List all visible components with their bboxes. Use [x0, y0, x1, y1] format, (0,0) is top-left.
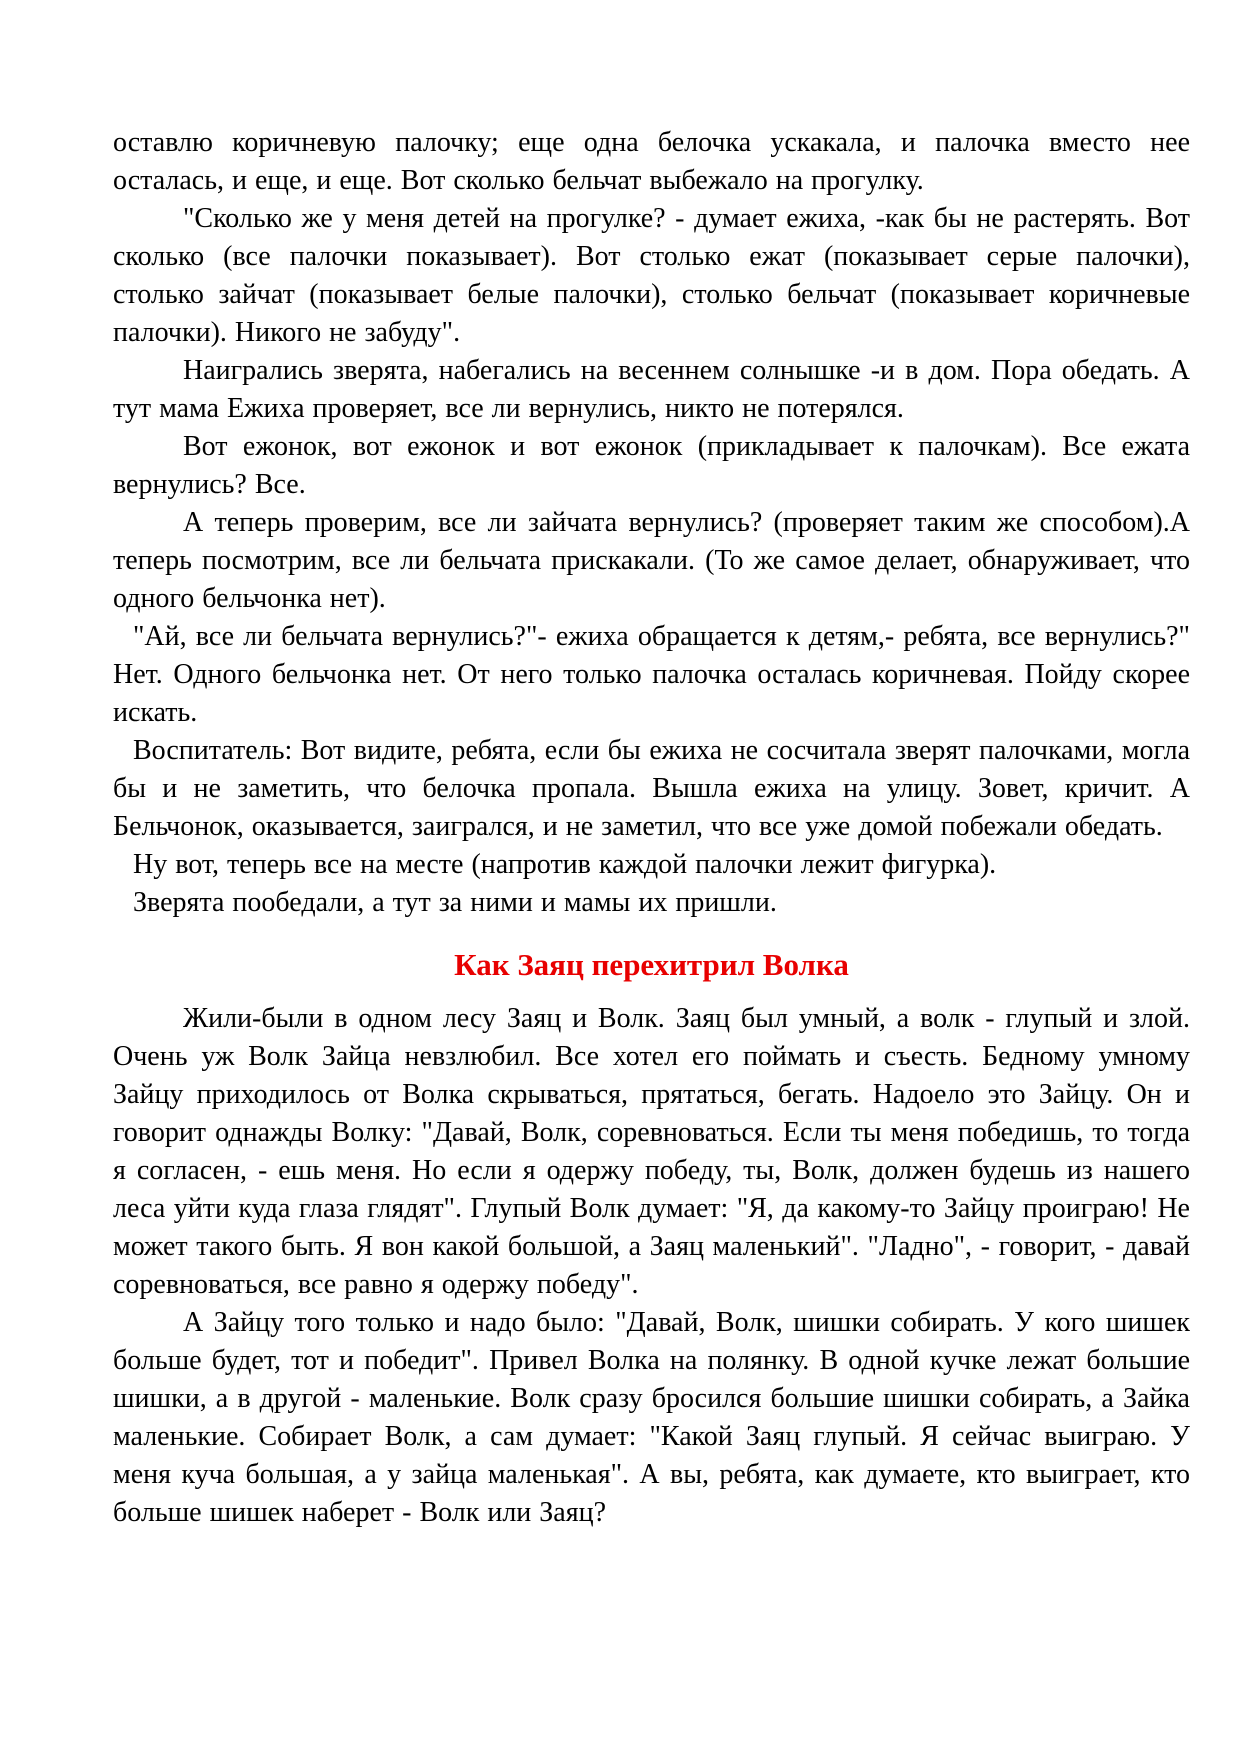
paragraph: "Ай, все ли бельчата вернулись?"- ежиха обращается к детям,- ребята, все вернулись?" Нет. Одного бельчонка нет. От него только палочка осталась коричневая. Пойду скорее искать. — [113, 621, 1190, 728]
paragraph: Зверята пообедали, а тут за ними и мамы их пришли. — [133, 887, 777, 918]
paragraph: Ну вот, теперь все на месте (напротив каждой палочки лежит фигурка). — [133, 849, 997, 880]
paragraph: оставлю коричневую палочку; еще одна белочка ускакала, и палочка вместо нее осталась, и еще, и еще. Вот сколько бельчат выбежало на прогулку. — [113, 127, 1190, 196]
story-title: Как Заяц перехитрил Волка — [454, 947, 849, 982]
paragraph: Наигрались зверята, набегались на весеннем солнышке -и в дом. Пора обедать. А тут мама Ежиха проверяет, все ли вернулись, никто не потерялся. — [113, 355, 1190, 424]
paragraph: А Зайцу того только и надо было: "Давай, Волк, шишки собирать. У кого шишек больше будет, тот и победит". Привел Волка на полянку. В одной кучке лежат большие шишки, а в другой - маленькие. Волк сразу бросился большие шишки собирать, а Зайка маленькие. Собирает Волк, а сам думает: "Какой Заяц глупый. Я сейчас выиграю. У меня куча большая, а у зайца маленькая". А вы, ребята, как думаете, кто выиграет, кто больше шишек наберет - Волк или Заяц? — [113, 1307, 1190, 1528]
paragraph: Жили-были в одном лесу Заяц и Волк. Заяц был умный, а волк - глупый и злой. Очень уж Волк Зайца невзлюбил. Все хотел его поймать и съесть. Бедному умному Зайцу приходилось от Волка скрываться, прятаться, бегать. Надоело это Зайцу. Он и говорит однажды Волку: "Давай, Волк, соревноваться. Если ты меня победишь, то тогда я согласен, - ешь меня. Но если я одержу победу, ты, Волк, должен будешь из нашего леса уйти куда глаза глядят". Глупый Волк думает: "Я, да какому-то Зайцу проиграю! Не может такого быть. Я вон какой большой, а Заяц маленький". "Ладно", - говорит, - давай соревноваться, все равно я одержу победу". — [113, 1003, 1190, 1300]
paragraph: Воспитатель: Вот видите, ребята, если бы ежиха не сосчитала зверят палочками, могла бы и не заметить, что белочка пропала. Вышла ежиха на улицу. Зовет, кричит. А Бельчонок, оказывается, заигрался, и не заметил, что все уже домой побежали обедать. — [113, 735, 1190, 842]
paragraph: Вот ежонок, вот ежонок и вот ежонок (прикладывает к палочкам). Все ежата вернулись? Все. — [113, 431, 1190, 500]
paragraph: "Сколько же у меня детей на прогулке? - думает ежиха, -как бы не растерять. Вот сколько (все палочки показывает). Вот столько ежат (показывает серые палочки), столько зайчат (показывает белые палочки), столько бельчат (показывает коричневые палочки). Никого не забуду". — [113, 203, 1190, 348]
paragraph: А теперь проверим, все ли зайчата вернулись? (проверяет таким же способом).А теперь посмотрим, все ли бельчата прискакали. (То же самое делает, обнаруживает, что одного бельчонка нет). — [113, 507, 1190, 614]
